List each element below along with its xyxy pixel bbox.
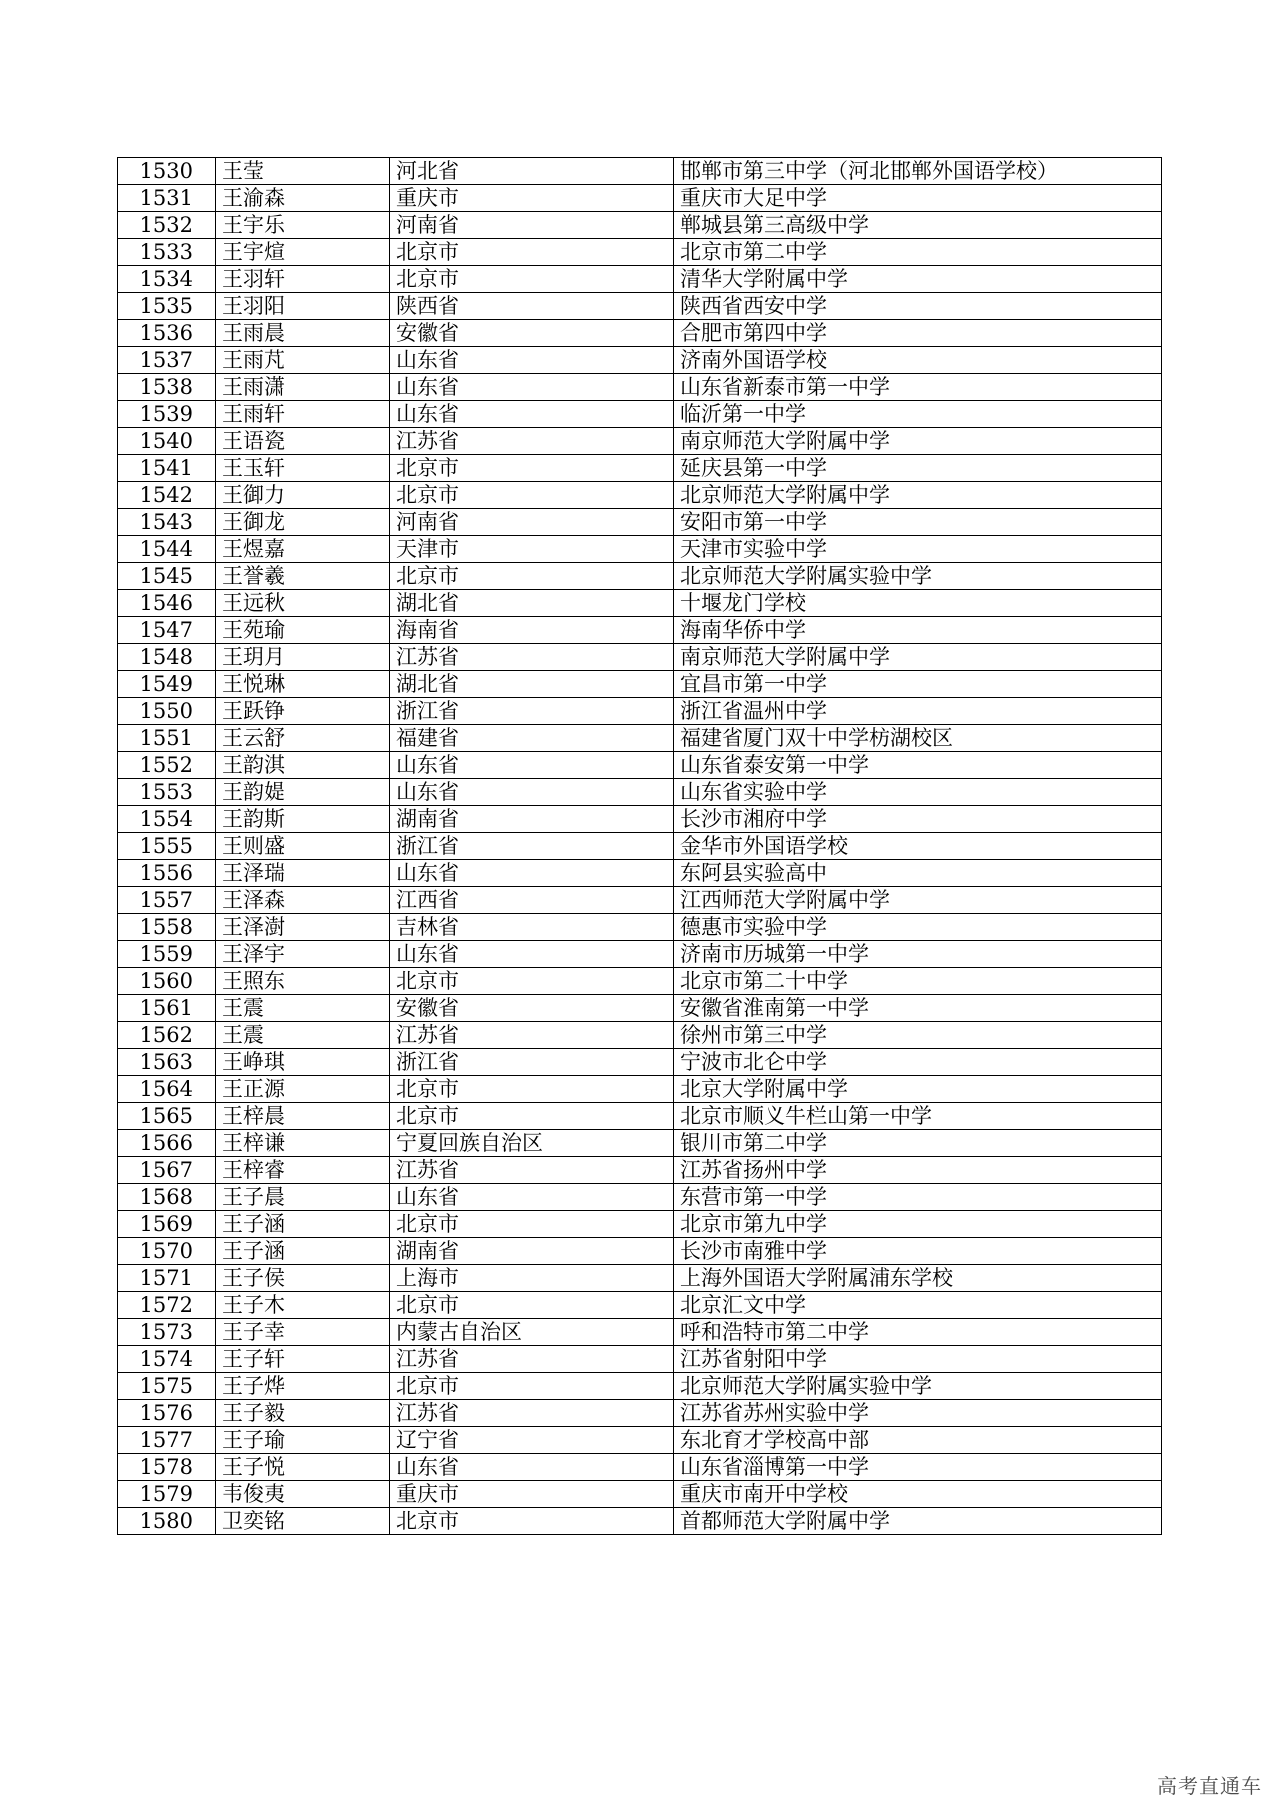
row-number: 1575: [118, 1373, 216, 1400]
table-row: [118, 320, 1162, 347]
student-name: 王云舒: [216, 725, 390, 752]
school-name: 郸城县第三高级中学: [674, 212, 1162, 239]
school-name: 浙江省温州中学: [674, 698, 1162, 725]
student-name: 王梓睿: [216, 1157, 390, 1184]
table-row: [118, 914, 1162, 941]
province: 天津市: [390, 536, 674, 563]
province: 福建省: [390, 725, 674, 752]
student-name: 王子轩: [216, 1346, 390, 1373]
table-row: [118, 1481, 1162, 1508]
province: 江苏省: [390, 1022, 674, 1049]
row-number: 1542: [118, 482, 216, 509]
province: 北京市: [390, 1076, 674, 1103]
school-name: 海南华侨中学: [674, 617, 1162, 644]
row-number: 1568: [118, 1184, 216, 1211]
student-name: 王誉羲: [216, 563, 390, 590]
province: 浙江省: [390, 1049, 674, 1076]
school-name: 北京师范大学附属实验中学: [674, 563, 1162, 590]
province: 北京市: [390, 239, 674, 266]
province: 安徽省: [390, 320, 674, 347]
student-name: 王玉轩: [216, 455, 390, 482]
province: 北京市: [390, 563, 674, 590]
province: 重庆市: [390, 185, 674, 212]
school-name: 银川市第二中学: [674, 1130, 1162, 1157]
school-name: 长沙市南雅中学: [674, 1238, 1162, 1265]
student-name: 王子烨: [216, 1373, 390, 1400]
school-name: 东营市第一中学: [674, 1184, 1162, 1211]
row-number: 1539: [118, 401, 216, 428]
table-row: [118, 1265, 1162, 1292]
table-row: [118, 833, 1162, 860]
student-name: 王远秋: [216, 590, 390, 617]
row-number: 1548: [118, 644, 216, 671]
row-number: 1556: [118, 860, 216, 887]
table-row: [118, 428, 1162, 455]
table-row: [118, 590, 1162, 617]
school-name: 南京师范大学附属中学: [674, 644, 1162, 671]
row-number: 1543: [118, 509, 216, 536]
student-name: 王泽瑞: [216, 860, 390, 887]
province: 湖北省: [390, 671, 674, 698]
table-row: [118, 347, 1162, 374]
student-name: 王悦琳: [216, 671, 390, 698]
student-name: 王峥琪: [216, 1049, 390, 1076]
row-number: 1530: [118, 158, 216, 185]
table-row: [118, 212, 1162, 239]
row-number: 1569: [118, 1211, 216, 1238]
roster-table-body: [118, 158, 1162, 1535]
province: 山东省: [390, 1184, 674, 1211]
student-name: 王韵媞: [216, 779, 390, 806]
row-number: 1574: [118, 1346, 216, 1373]
student-name: 王子毅: [216, 1400, 390, 1427]
student-name: 王韵淇: [216, 752, 390, 779]
row-number: 1532: [118, 212, 216, 239]
row-number: 1545: [118, 563, 216, 590]
table-row: [118, 1022, 1162, 1049]
school-name: 东北育才学校高中部: [674, 1427, 1162, 1454]
row-number: 1536: [118, 320, 216, 347]
table-row: [118, 1049, 1162, 1076]
table-row: [118, 887, 1162, 914]
student-name: 王跃铮: [216, 698, 390, 725]
school-name: 临沂第一中学: [674, 401, 1162, 428]
table-row: [118, 1184, 1162, 1211]
school-name: 长沙市湘府中学: [674, 806, 1162, 833]
province: 吉林省: [390, 914, 674, 941]
province: 江苏省: [390, 1157, 674, 1184]
table-row: [118, 266, 1162, 293]
table-row: [118, 1157, 1162, 1184]
table-row: [118, 617, 1162, 644]
row-number: 1550: [118, 698, 216, 725]
student-name: 王子木: [216, 1292, 390, 1319]
row-number: 1551: [118, 725, 216, 752]
school-name: 山东省淄博第一中学: [674, 1454, 1162, 1481]
table-row: [118, 509, 1162, 536]
province: 宁夏回族自治区: [390, 1130, 674, 1157]
school-name: 金华市外国语学校: [674, 833, 1162, 860]
school-name: 东阿县实验高中: [674, 860, 1162, 887]
student-name: 王苑瑜: [216, 617, 390, 644]
province: 陕西省: [390, 293, 674, 320]
table-row: [118, 698, 1162, 725]
row-number: 1541: [118, 455, 216, 482]
student-name: 王照东: [216, 968, 390, 995]
row-number: 1547: [118, 617, 216, 644]
row-number: 1554: [118, 806, 216, 833]
student-name: 王宇煊: [216, 239, 390, 266]
student-name: 王御龙: [216, 509, 390, 536]
row-number: 1579: [118, 1481, 216, 1508]
school-name: 江西师范大学附属中学: [674, 887, 1162, 914]
school-name: 北京市第二中学: [674, 239, 1162, 266]
table-row: [118, 482, 1162, 509]
table-row: [118, 158, 1162, 185]
school-name: 济南外国语学校: [674, 347, 1162, 374]
student-name: 王震: [216, 995, 390, 1022]
row-number: 1540: [118, 428, 216, 455]
school-name: 山东省泰安第一中学: [674, 752, 1162, 779]
table-row: [118, 779, 1162, 806]
province: 北京市: [390, 1508, 674, 1535]
province: 北京市: [390, 1211, 674, 1238]
school-name: 北京市第二十中学: [674, 968, 1162, 995]
table-row: [118, 725, 1162, 752]
province: 山东省: [390, 779, 674, 806]
student-name: 王宇乐: [216, 212, 390, 239]
row-number: 1537: [118, 347, 216, 374]
school-name: 首都师范大学附属中学: [674, 1508, 1162, 1535]
school-name: 江苏省扬州中学: [674, 1157, 1162, 1184]
student-name: 王羽轩: [216, 266, 390, 293]
province: 浙江省: [390, 833, 674, 860]
student-name: 王子涵: [216, 1238, 390, 1265]
school-name: 北京市第九中学: [674, 1211, 1162, 1238]
row-number: 1535: [118, 293, 216, 320]
table-row: [118, 1076, 1162, 1103]
province: 北京市: [390, 1373, 674, 1400]
province: 北京市: [390, 482, 674, 509]
row-number: 1570: [118, 1238, 216, 1265]
student-name: 王子晨: [216, 1184, 390, 1211]
table-row: [118, 1508, 1162, 1535]
student-name: 王正源: [216, 1076, 390, 1103]
province: 河南省: [390, 509, 674, 536]
student-name: 王泽森: [216, 887, 390, 914]
row-number: 1553: [118, 779, 216, 806]
table-row: [118, 293, 1162, 320]
row-number: 1534: [118, 266, 216, 293]
student-name: 王雨芃: [216, 347, 390, 374]
province: 山东省: [390, 347, 674, 374]
school-name: 宁波市北仑中学: [674, 1049, 1162, 1076]
table-row: [118, 995, 1162, 1022]
province: 湖北省: [390, 590, 674, 617]
province: 浙江省: [390, 698, 674, 725]
row-number: 1578: [118, 1454, 216, 1481]
row-number: 1533: [118, 239, 216, 266]
table-row: [118, 1373, 1162, 1400]
student-name: 王子瑜: [216, 1427, 390, 1454]
student-name: 王莹: [216, 158, 390, 185]
province: 海南省: [390, 617, 674, 644]
row-number: 1544: [118, 536, 216, 563]
province: 安徽省: [390, 995, 674, 1022]
table-row: [118, 401, 1162, 428]
table-row: [118, 185, 1162, 212]
province: 山东省: [390, 752, 674, 779]
table-row: [118, 671, 1162, 698]
school-name: 北京大学附属中学: [674, 1076, 1162, 1103]
province: 北京市: [390, 968, 674, 995]
province: 湖南省: [390, 806, 674, 833]
school-name: 上海外国语大学附属浦东学校: [674, 1265, 1162, 1292]
row-number: 1560: [118, 968, 216, 995]
table-row: [118, 536, 1162, 563]
student-name: 王泽宇: [216, 941, 390, 968]
school-name: 清华大学附属中学: [674, 266, 1162, 293]
table-row: [118, 563, 1162, 590]
province: 湖南省: [390, 1238, 674, 1265]
table-row: [118, 239, 1162, 266]
table-row: [118, 1130, 1162, 1157]
school-name: 德惠市实验中学: [674, 914, 1162, 941]
province: 江西省: [390, 887, 674, 914]
school-name: 福建省厦门双十中学枋湖校区: [674, 725, 1162, 752]
student-name: 王子侯: [216, 1265, 390, 1292]
school-name: 南京师范大学附属中学: [674, 428, 1162, 455]
student-name: 王玥月: [216, 644, 390, 671]
table-row: [118, 1292, 1162, 1319]
row-number: 1557: [118, 887, 216, 914]
row-number: 1555: [118, 833, 216, 860]
school-name: 邯郸市第三中学（河北邯郸外国语学校）: [674, 158, 1162, 185]
row-number: 1562: [118, 1022, 216, 1049]
school-name: 北京师范大学附属实验中学: [674, 1373, 1162, 1400]
row-number: 1538: [118, 374, 216, 401]
province: 河北省: [390, 158, 674, 185]
row-number: 1576: [118, 1400, 216, 1427]
school-name: 山东省新泰市第一中学: [674, 374, 1162, 401]
school-name: 天津市实验中学: [674, 536, 1162, 563]
student-name: 王煜嘉: [216, 536, 390, 563]
student-name: 王子幸: [216, 1319, 390, 1346]
school-name: 重庆市南开中学校: [674, 1481, 1162, 1508]
student-name: 王语瓷: [216, 428, 390, 455]
row-number: 1549: [118, 671, 216, 698]
table-row: [118, 1400, 1162, 1427]
school-name: 合肥市第四中学: [674, 320, 1162, 347]
row-number: 1552: [118, 752, 216, 779]
province: 上海市: [390, 1265, 674, 1292]
table-row: [118, 1454, 1162, 1481]
student-name: 王雨晨: [216, 320, 390, 347]
student-name: 王则盛: [216, 833, 390, 860]
school-name: 延庆县第一中学: [674, 455, 1162, 482]
province: 江苏省: [390, 1400, 674, 1427]
province: 辽宁省: [390, 1427, 674, 1454]
school-name: 呼和浩特市第二中学: [674, 1319, 1162, 1346]
school-name: 十堰龙门学校: [674, 590, 1162, 617]
province: 北京市: [390, 1103, 674, 1130]
province: 江苏省: [390, 428, 674, 455]
province: 北京市: [390, 266, 674, 293]
table-row: [118, 1238, 1162, 1265]
table-row: [118, 1211, 1162, 1238]
student-name: 王渝森: [216, 185, 390, 212]
row-number: 1546: [118, 590, 216, 617]
table-row: [118, 1427, 1162, 1454]
school-name: 北京市顺义牛栏山第一中学: [674, 1103, 1162, 1130]
school-name: 济南市历城第一中学: [674, 941, 1162, 968]
student-name: 王梓谦: [216, 1130, 390, 1157]
row-number: 1564: [118, 1076, 216, 1103]
row-number: 1531: [118, 185, 216, 212]
school-name: 陕西省西安中学: [674, 293, 1162, 320]
row-number: 1577: [118, 1427, 216, 1454]
province: 山东省: [390, 941, 674, 968]
table-row: [118, 941, 1162, 968]
row-number: 1559: [118, 941, 216, 968]
school-name: 山东省实验中学: [674, 779, 1162, 806]
student-name: 王梓晨: [216, 1103, 390, 1130]
table-row: [118, 1103, 1162, 1130]
province: 江苏省: [390, 1346, 674, 1373]
row-number: 1566: [118, 1130, 216, 1157]
student-name: 韦俊夷: [216, 1481, 390, 1508]
province: 江苏省: [390, 644, 674, 671]
province: 山东省: [390, 1454, 674, 1481]
watermark-text: 高考直通车: [1157, 1774, 1262, 1798]
school-name: 江苏省苏州实验中学: [674, 1400, 1162, 1427]
table-row: [118, 644, 1162, 671]
row-number: 1572: [118, 1292, 216, 1319]
province: 内蒙古自治区: [390, 1319, 674, 1346]
row-number: 1567: [118, 1157, 216, 1184]
school-name: 江苏省射阳中学: [674, 1346, 1162, 1373]
student-name: 王韵斯: [216, 806, 390, 833]
province: 北京市: [390, 455, 674, 482]
school-name: 北京师范大学附属中学: [674, 482, 1162, 509]
student-name: 卫奕铭: [216, 1508, 390, 1535]
student-name: 王子悦: [216, 1454, 390, 1481]
row-number: 1565: [118, 1103, 216, 1130]
student-name: 王御力: [216, 482, 390, 509]
school-name: 徐州市第三中学: [674, 1022, 1162, 1049]
province: 河南省: [390, 212, 674, 239]
roster-table: [117, 157, 1162, 1535]
row-number: 1573: [118, 1319, 216, 1346]
table-row: [118, 374, 1162, 401]
table-row: [118, 860, 1162, 887]
table-row: [118, 1319, 1162, 1346]
school-name: 安阳市第一中学: [674, 509, 1162, 536]
student-name: 王震: [216, 1022, 390, 1049]
province: 山东省: [390, 401, 674, 428]
table-row: [118, 968, 1162, 995]
province: 山东省: [390, 374, 674, 401]
row-number: 1561: [118, 995, 216, 1022]
student-name: 王雨潇: [216, 374, 390, 401]
student-name: 王羽阳: [216, 293, 390, 320]
student-name: 王雨轩: [216, 401, 390, 428]
school-name: 北京汇文中学: [674, 1292, 1162, 1319]
row-number: 1563: [118, 1049, 216, 1076]
row-number: 1558: [118, 914, 216, 941]
table-row: [118, 1346, 1162, 1373]
table-row: [118, 455, 1162, 482]
row-number: 1571: [118, 1265, 216, 1292]
school-name: 重庆市大足中学: [674, 185, 1162, 212]
table-row: [118, 752, 1162, 779]
province: 重庆市: [390, 1481, 674, 1508]
row-number: 1580: [118, 1508, 216, 1535]
student-name: 王泽澍: [216, 914, 390, 941]
school-name: 安徽省淮南第一中学: [674, 995, 1162, 1022]
table-row: [118, 806, 1162, 833]
province: 北京市: [390, 1292, 674, 1319]
student-name: 王子涵: [216, 1211, 390, 1238]
school-name: 宜昌市第一中学: [674, 671, 1162, 698]
province: 山东省: [390, 860, 674, 887]
